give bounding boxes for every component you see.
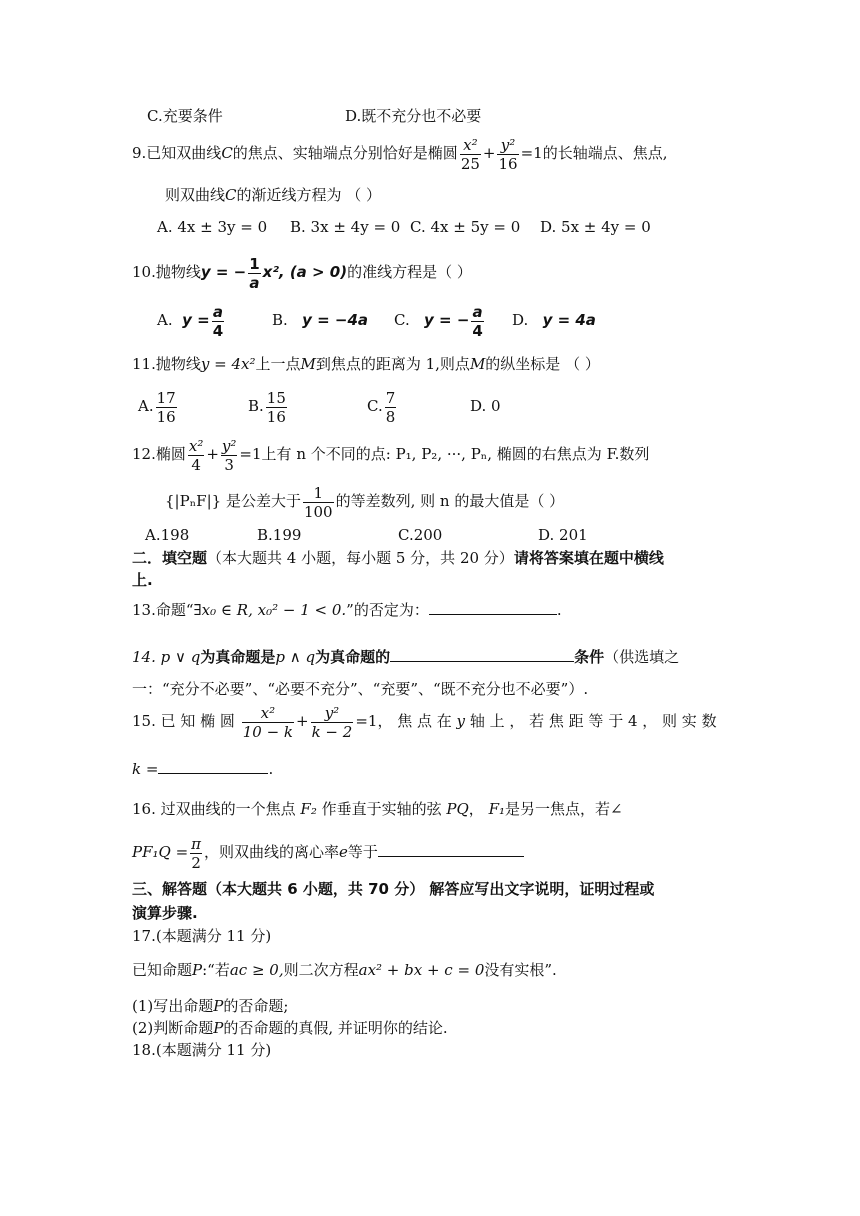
section3-title: 三、解答题（本大题共 6 小题，共 70 分） 解答应写出文字说明，证明过程或 [132,880,655,898]
q10-frac: $\frac{1}{a}$ [249,254,260,292]
q16-answer-blank[interactable] [378,840,524,857]
q13-stem: 13.命题“∃x₀ ∈ R, x₀² − 1 < 0.”的否定为： . [132,598,562,620]
q11-option-c: C. $\frac{7}{8}$ [367,388,396,426]
q12-option-a: A.198 [145,526,190,544]
q17-sub1: (1)写出命题P的否命题; [132,997,289,1015]
q11-option-b: B. $\frac{15}{16}$ [248,388,286,426]
q8-option-d: D.既不充分也不必要 [345,107,482,125]
q17-head: 17.(本题满分 11 分) [132,927,272,945]
q10-option-a: A. y = $\frac{a}{4}$ [157,302,224,340]
q12-option-c: C.200 [398,526,443,544]
q16-frac: $\frac{\pi}{2}$ [191,834,202,872]
q16-stem-line2: PF₁Q = $\frac{\pi}{2}$ ，则双曲线的离心率e等于 [132,832,524,872]
q17-stem: 已知命题P:“若ac ≥ 0,则二次方程ax² + bx + c = 0没有实根”. [132,961,557,979]
q11-option-d: D. 0 [470,397,501,415]
q10-option-c: C. y = − $\frac{a}{4}$ [394,302,483,340]
q15-stem-line2: k = . [132,757,273,779]
q9-option-d: D. 5x ± 4y = 0 [540,218,651,236]
q12-frac-x: $\frac{\text{x²}}{4}$ [188,436,204,474]
q14-answer-blank[interactable] [390,645,574,662]
q15-stem: 15. 已 知 椭 圆 $\frac{\text{x²}}{10 - k}$ + $\frac{\text{y²}}{k - 2}$ =1， 焦 点 在 y 轴 上 ， 若 焦 距 等 于 4 ， 则 实 数 [132,703,717,741]
q12-option-d: D. 201 [538,526,588,544]
q12-frac-d: $\frac{1}{100}$ [303,483,333,521]
q12-option-b: B.199 [257,526,302,544]
q11-stem: 11.抛物线y = 4x²上一点M到焦点的距离为 1,则点M的纵坐标是 （ ） [132,355,600,373]
q9-frac-x: $\frac{\text{x²}}{25}$ [460,135,480,173]
q16-stem: 16. 过双曲线的一个焦点 F₂ 作垂直于实轴的弦 PQ， F₁是另一焦点，若∠ [132,800,623,818]
q9-stem-line2: 则双曲线C的渐近线方程为 （ ） [165,186,382,204]
q11-option-a: A. $\frac{17}{16}$ [138,388,176,426]
q15-frac-y: $\frac{\text{y²}}{k - 2}$ [311,703,353,741]
q12-stem-line2: {|PₙF|} 是公差大于 $\frac{1}{100}$ 的等差数列, 则 n 的最大值是（ ） [165,483,565,521]
section3-title-line2: 演算步骤. [132,904,198,922]
q12-frac-y: $\frac{\text{y²}}{3}$ [221,436,237,474]
q10-stem: 10.抛物线y = − $\frac{1}{a}$ x², (a > 0)的准线方程是（ ） [132,254,472,292]
q15-frac-x: $\frac{\text{x²}}{10 - k}$ [242,703,293,741]
q9-option-c: C. 4x ± 5y = 0 [410,218,521,236]
section2-title-line2: 上. [132,571,153,589]
q17-sub2: (2)判断命题P的否命题的真假, 并证明你的结论. [132,1019,448,1037]
q15-answer-blank[interactable] [158,757,268,774]
q9-stem: 9.已知双曲线C的焦点、实轴端点分别恰好是椭圆 $\frac{\text{x²}}{25}$ + $\frac{\text{y²}}{16}$ =1的长轴端点、焦点, [132,135,668,173]
q8-option-c: C.充要条件 [147,107,223,125]
q9-frac-y: $\frac{\text{y²}}{16}$ [498,135,518,173]
q12-stem: 12.椭圆 $\frac{\text{x²}}{4}$ + $\frac{\text{y²}}{3}$ =1上有 n 个不同的点: P₁, P₂, ···, Pₙ, 椭圆的右焦点为 F.数列 [132,436,650,474]
q13-answer-blank[interactable] [429,598,557,615]
q9-option-a: A. 4x ± 3y = 0 [157,218,268,236]
q10-option-b: B. y = −4a [272,311,369,329]
q14-stem: 14. p ∨ q为真命题是p ∧ q为真命题的 条件（供选填之 [132,645,679,667]
q10-option-d: D. y = 4a [512,311,596,329]
section2-title: 二．填空题（本大题共 4 小题，每小题 5 分，共 20 分）请将答案填在题中横线 [132,549,664,567]
q18-head: 18.(本题满分 11 分) [132,1041,272,1059]
q14-stem-line2: 一：“充分不必要”、“必要不充分”、“充要”、“既不充分也不必要”）. [132,680,589,698]
q9-option-b: B. 3x ± 4y = 0 [290,218,401,236]
